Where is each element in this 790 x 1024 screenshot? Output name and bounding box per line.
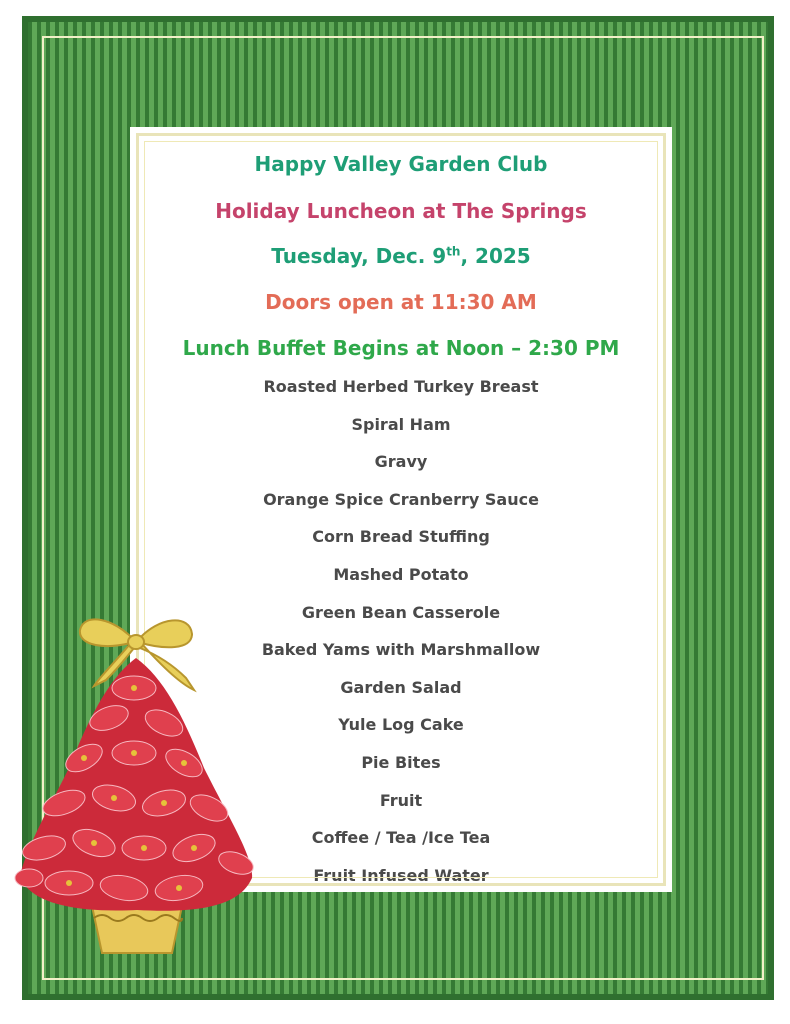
menu-item: Roasted Herbed Turkey Breast xyxy=(263,377,539,396)
event-title: Holiday Luncheon at The Springs xyxy=(215,199,587,223)
event-date xyxy=(139,244,663,268)
date-year: , 2025 xyxy=(460,244,531,268)
buffet-time: Lunch Buffet Begins at Noon – 2:30 PM xyxy=(182,336,620,360)
date-prefix: Tuesday, Dec. 9 xyxy=(271,244,447,268)
menu-item: Spiral Ham xyxy=(351,414,451,434)
menu-item: Green Bean Casserole xyxy=(301,602,501,622)
menu-item: Gravy xyxy=(374,452,428,472)
menu-item: Fruit Infused Water xyxy=(313,865,489,885)
pot-shape xyxy=(92,906,182,953)
club-name: Happy Valley Garden Club xyxy=(254,152,548,176)
menu-item: Coffee / Tea /Ice Tea xyxy=(311,828,491,848)
menu-item: Baked Yams with Marshmallow xyxy=(261,640,541,660)
menu-item: Yule Log Cake xyxy=(338,715,464,735)
poinsettia-tree-icon xyxy=(14,608,260,960)
menu-item: Garden Salad xyxy=(340,677,462,697)
menu-item: Orange Spice Cranberry Sauce xyxy=(263,489,539,509)
menu-item: Corn Bread Stuffing xyxy=(312,527,490,547)
doors-open-time: Doors open at 11:30 AM xyxy=(265,290,537,314)
menu-item: Fruit xyxy=(379,790,423,810)
menu-item: Mashed Potato xyxy=(333,564,469,584)
date-suffix: th xyxy=(446,244,461,259)
menu-item: Pie Bites xyxy=(361,752,441,772)
